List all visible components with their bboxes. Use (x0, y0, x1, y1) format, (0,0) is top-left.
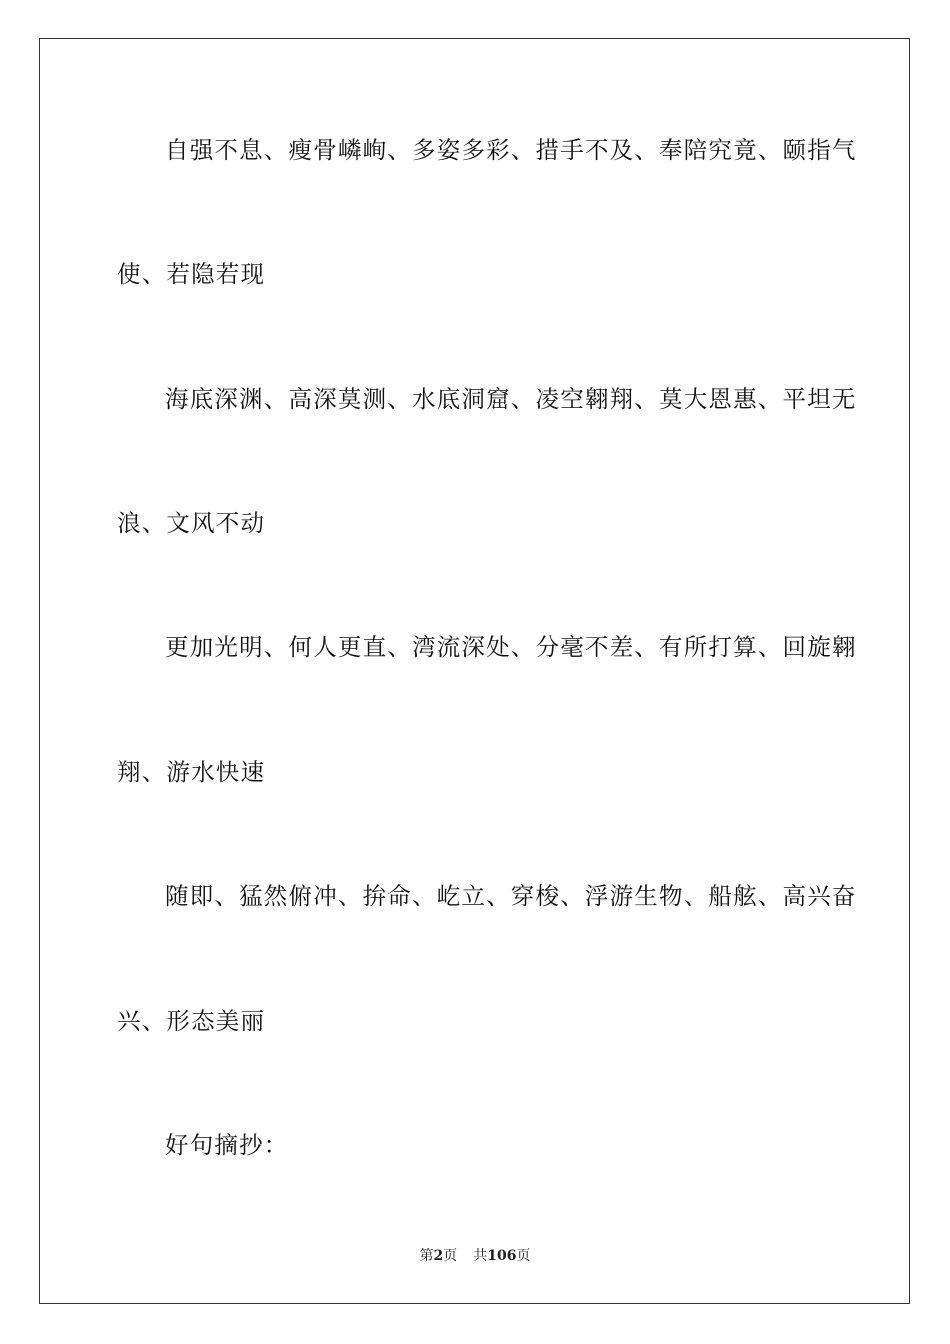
footer-page-prefix: 第 (419, 1248, 434, 1264)
paragraph-4-line-2: 兴、形态美丽 (117, 1007, 266, 1035)
paragraph-2-line-2: 浪、文风不动 (117, 509, 266, 537)
section-heading: 好句摘抄： (165, 1131, 289, 1159)
footer-total-prefix: 共 (473, 1248, 488, 1264)
footer-total-pages: 106 (487, 1248, 517, 1264)
footer-page-number: 2 (433, 1248, 444, 1264)
paragraph-4-line-1: 随即、猛然俯冲、拚命、屹立、穿梭、浮游生物、船舷、高兴奋 (165, 882, 857, 910)
page-footer (0, 1247, 950, 1265)
paragraph-3-line-2: 翔、游水快速 (117, 758, 266, 786)
paragraph-1-line-2: 使、若隐若现 (117, 260, 266, 288)
paragraph-3-line-1: 更加光明、何人更直、湾流深处、分毫不差、有所打算、回旋翱 (165, 633, 857, 661)
paragraph-2-line-1: 海底深渊、高深莫测、水底洞窟、凌空翱翔、莫大恩惠、平坦无 (165, 385, 857, 413)
page-frame (39, 38, 910, 1304)
paragraph-1-line-1: 自强不息、瘦骨嶙峋、多姿多彩、措手不及、奉陪究竟、颐指气 (165, 136, 857, 164)
footer-total-suffix: 页 (516, 1248, 531, 1264)
footer-page-suffix: 页 (443, 1248, 458, 1264)
